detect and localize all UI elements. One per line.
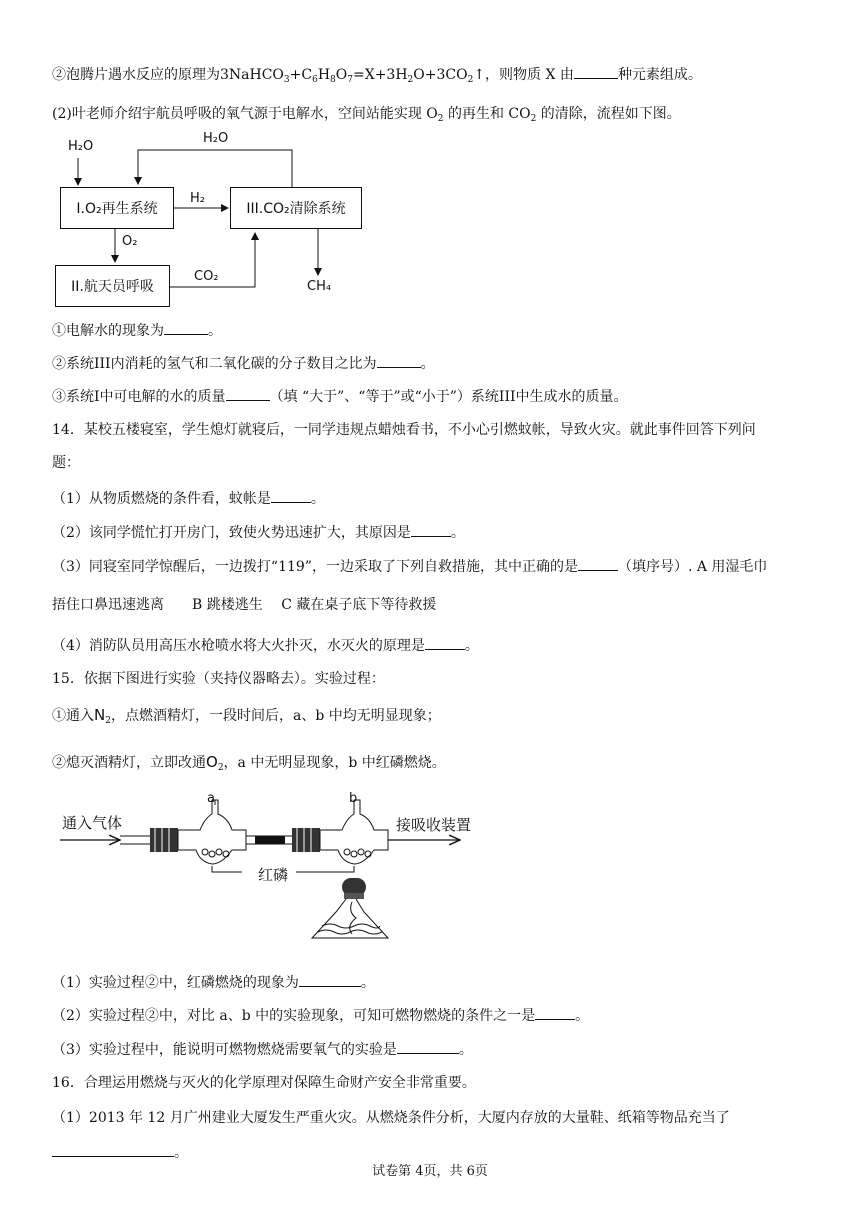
answer-blank[interactable] [535, 1005, 575, 1020]
equation-line: ②泡腾片遇水反应的原理为$3NaHCO_3+C_6H_8O_7=X+3H_2O+3CO_2↑$，则物质 X 由 种元素组成。 [52, 64, 702, 85]
q15-step2: ②熄灭酒精灯，立即改通$O_2$，a 中无明显现象，b 中红磷燃烧。 [52, 753, 446, 773]
q14-a2: （2）该同学慌忙打开房门，致使火势迅速扩大，其原因是 。 [52, 522, 465, 543]
q15-a1: （1）实验过程②中，红磷燃烧的现象为 。 [52, 972, 375, 993]
answer-blank[interactable] [226, 386, 270, 401]
q14-a4: （4）消防队员用高压水枪喷水将大火扑灭，水灭火的原理是 。 [52, 635, 479, 656]
q15-stem: 15．依据下图进行实验（夹持仪器略去）。实验过程： [52, 671, 385, 687]
red-phosphorus-label: 红磷 [258, 866, 289, 884]
q13-s3: ③系统I中可电解的水的质量 （填 “大于”、“等于”或“小于”）系统III中生成水的质量。 [52, 386, 628, 407]
h2-label: H₂ [190, 191, 205, 206]
q14-stem: 14．某校五楼寝室，学生熄灯就寝后，一同学违规点蜡烛看书，不小心引燃蚊帐，导致火灾。就此事件回答下列问 [52, 422, 756, 438]
q14-a3: （3）同寝室同学惊醒后，一边拨打“119”，一边采取了下列自救措施，其中正确的是 （填序号）. A 用湿毛巾 [52, 556, 767, 577]
answer-blank[interactable] [377, 353, 421, 368]
gas-inlet-label: 通入气体 [62, 814, 123, 832]
answer-blank[interactable] [397, 1039, 459, 1054]
q14-a1: （1）从物质燃烧的条件看，蚊帐是 。 [52, 488, 325, 509]
co2-removal-box: III.CO₂清除系统 [230, 187, 362, 229]
astronaut-breathing-box: II.航天员呼吸 [55, 265, 170, 307]
answer-blank[interactable] [425, 635, 465, 650]
q13-part2-intro: (2)叶老师介绍宇航员呼吸的氧气源于电解水，空间站能实现 $O_2$ 的再生和 $CO_2$ 的清除，流程如下图。 [52, 106, 681, 124]
flow-diagram [0, 0, 860, 320]
q13-s1: ①电解水的现象为 。 [52, 320, 222, 341]
page-footer: 试卷第 4页，共 6页 [372, 1164, 488, 1179]
q16-a1: （1）2013 年 12 月广州建业大厦发生严重火灾。从燃烧条件分析，大厦内存放的大量鞋、纸箱等物品充当了 [52, 1110, 730, 1126]
answer-blank[interactable] [271, 488, 311, 503]
answer-blank[interactable] [578, 556, 618, 571]
o2-label: O₂ [122, 234, 138, 249]
co2-label: CO₂ [194, 269, 219, 284]
outlet-label: 接吸收装置 [396, 816, 472, 834]
flask-a-label: a [207, 791, 215, 806]
o2-regeneration-box: I.O₂再生系统 [60, 187, 174, 229]
answer-blank[interactable] [299, 972, 361, 987]
h2o-input-label: H₂O [68, 139, 94, 154]
q16-a1-blank-line: 。 [52, 1142, 188, 1163]
flask-b-label: b [349, 791, 358, 806]
answer-blank[interactable] [411, 522, 451, 537]
ch4-label: CH₄ [307, 279, 332, 294]
q13-s2: ②系统III内消耗的氢气和二氧化碳的分子数目之比为 。 [52, 353, 435, 374]
q15-a3: （3）实验过程中，能说明可燃物燃烧需要氧气的实验是 。 [52, 1039, 473, 1060]
q14-a3-options: 捂住口鼻迅速逃离 B 跳楼逃生 C 藏在桌子底下等待救援 [52, 597, 437, 613]
q14-stem-cont: 题： [52, 455, 80, 471]
answer-blank[interactable] [164, 320, 208, 335]
h2o-loop-label: H₂O [203, 131, 229, 146]
answer-blank[interactable] [52, 1142, 174, 1157]
q15-step1: ①通入$N_2$，点燃酒精灯，一段时间后，a、b 中均无明显现象； [52, 706, 441, 726]
q15-a2: （2）实验过程②中，对比 a、b 中的实验现象，可知可燃物燃烧的条件之一是 。 [52, 1005, 589, 1026]
q16-stem: 16．合理运用燃烧与灭火的化学原理对保障生命财产安全非常重要。 [52, 1075, 476, 1091]
